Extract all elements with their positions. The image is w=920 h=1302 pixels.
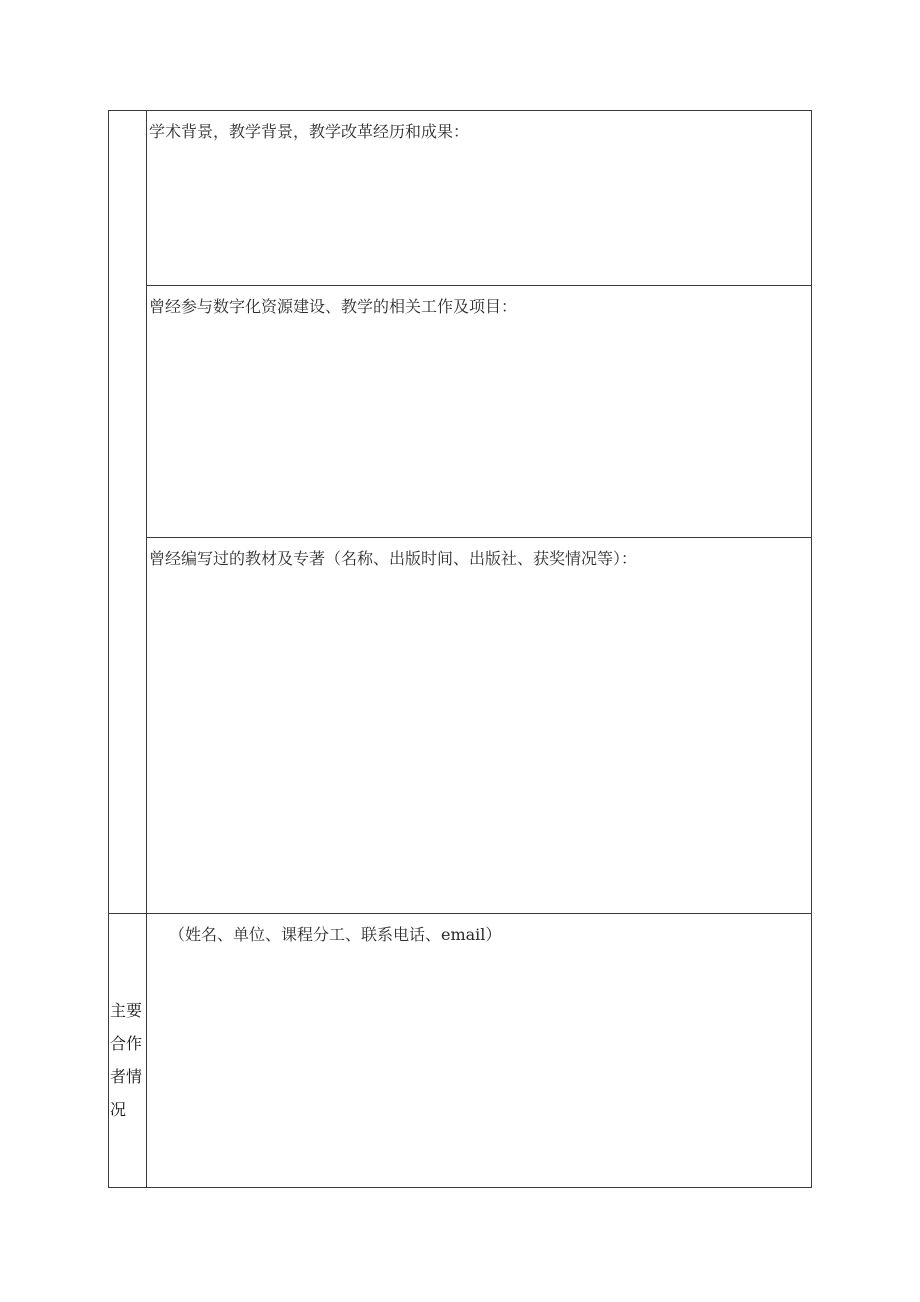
main-collaborators-label: 主要合作者情况	[110, 1001, 143, 1119]
collaborators-cell[interactable]	[147, 914, 811, 1189]
textbooks-cell[interactable]	[147, 538, 811, 914]
academic-background-cell[interactable]	[147, 111, 811, 286]
textbooks-label: 曾经编写过的教材及专著（名称、出版时间、出版社、获奖情况等）：	[149, 549, 638, 568]
academic-background-label: 学术背景，教学背景，教学改革经历和成果：	[149, 122, 470, 141]
digital-resource-label: 曾经参与数字化资源建设、教学的相关工作及项目：	[149, 297, 518, 316]
collaborators-hint: （姓名、单位、课程分工、联系电话、email）	[169, 925, 502, 944]
digital-resource-cell[interactable]	[147, 286, 811, 538]
left-label-column	[109, 111, 147, 1187]
form-table	[108, 110, 812, 1188]
